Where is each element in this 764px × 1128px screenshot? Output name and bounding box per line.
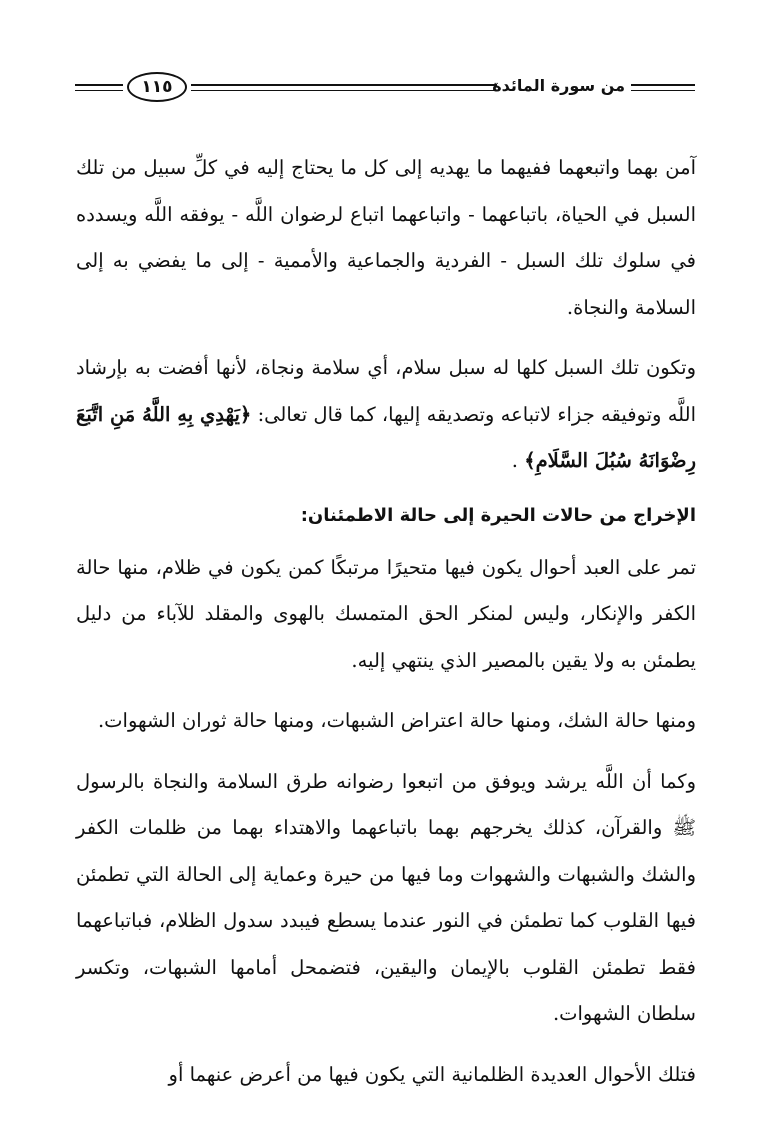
paragraph-6: فتلك الأحوال العديدة الظلمانية التي يكون فيها من أعرض عنهما أو: [168, 1062, 696, 1086]
page-header: [75, 70, 695, 110]
header-rule-right-top: [631, 84, 695, 86]
paragraph-2-end: .: [511, 449, 525, 472]
paragraph-1: آمن بهما واتبعهما ففيهما ما يهديه إلى كل ما يحتاج إليه في كلِّ سبيل من تلك السبل في الحياة، باتباعهما - واتباعهما اتباع لرضوان اللَّه - يوفقه اللَّه ويسدده في سلوك تلك السبل - الفردية والجماعية والأممية - إلى ما يفضي به إلى السلامة والنجاة.: [76, 156, 696, 319]
paragraph-2: [76, 345, 696, 485]
page-number: ١١٥: [127, 72, 187, 102]
section-heading: الإخراج من حالات الحيرة إلى حالة الاطمئنان:: [300, 504, 696, 526]
paragraph-5: وكما أن اللَّه يرشد ويوفق من اتبعوا رضوانه طرق السلامة والنجاة بالرسول ﷺ والقرآن، كذلك يخرجهم بهما باتباعهما والاهتداء بهما من ظلمات الكفر والشك والشبهات والشهوات وما فيها من حيرة وعماية إلى الحالة التي تطمئن فيها القلوب كما تطمئن في النور عندما يسطع فيبدد سدول الظلام، فباتباعهما فقط تطمئن القلوب بالإيمان واليقين، فتضمحل أمامها الشبهات، وتكسر سلطان الشهوات.: [76, 769, 696, 1025]
quran-verse: ﴿يَهْدِي بِهِ اللَّهُ مَنِ اتَّبَعَ رِضْوَانَهُ سُبُلَ السَّلَامِ﴾: [76, 402, 696, 472]
paragraph-2-text: وتكون تلك السبل كلها له سبل سلام، أي سلامة ونجاة، لأنها أفضت به بإرشاد اللَّه وتوفيقه جزاء لاتباعه وتصديقه إليها، كما قال تعالى:: [76, 356, 696, 426]
chapter-title: من سورة المائدة: [492, 76, 625, 95]
header-rule-middle-bottom: [191, 90, 497, 91]
header-rule-left-bottom: [75, 90, 123, 91]
paragraph-3: تمر على العبد أحوال يكون فيها متحيرًا مرتبكًا كمن يكون في ظلام، منها حالة الكفر والإنكار، وليس لمنكر الحق المتمسك بالهوى والمقلد للآباء من دليل يطمئن به ولا يقين بالمصير الذي ينتهي إليه.: [76, 555, 696, 672]
page-body: [76, 145, 696, 1112]
header-rule-right-bottom: [631, 90, 695, 91]
header-rule-left-top: [75, 84, 123, 86]
header-rule-middle-top: [191, 84, 497, 86]
paragraph-4: ومنها حالة الشك، ومنها حالة اعتراض الشبهات، ومنها حالة ثوران الشهوات.: [97, 709, 696, 732]
